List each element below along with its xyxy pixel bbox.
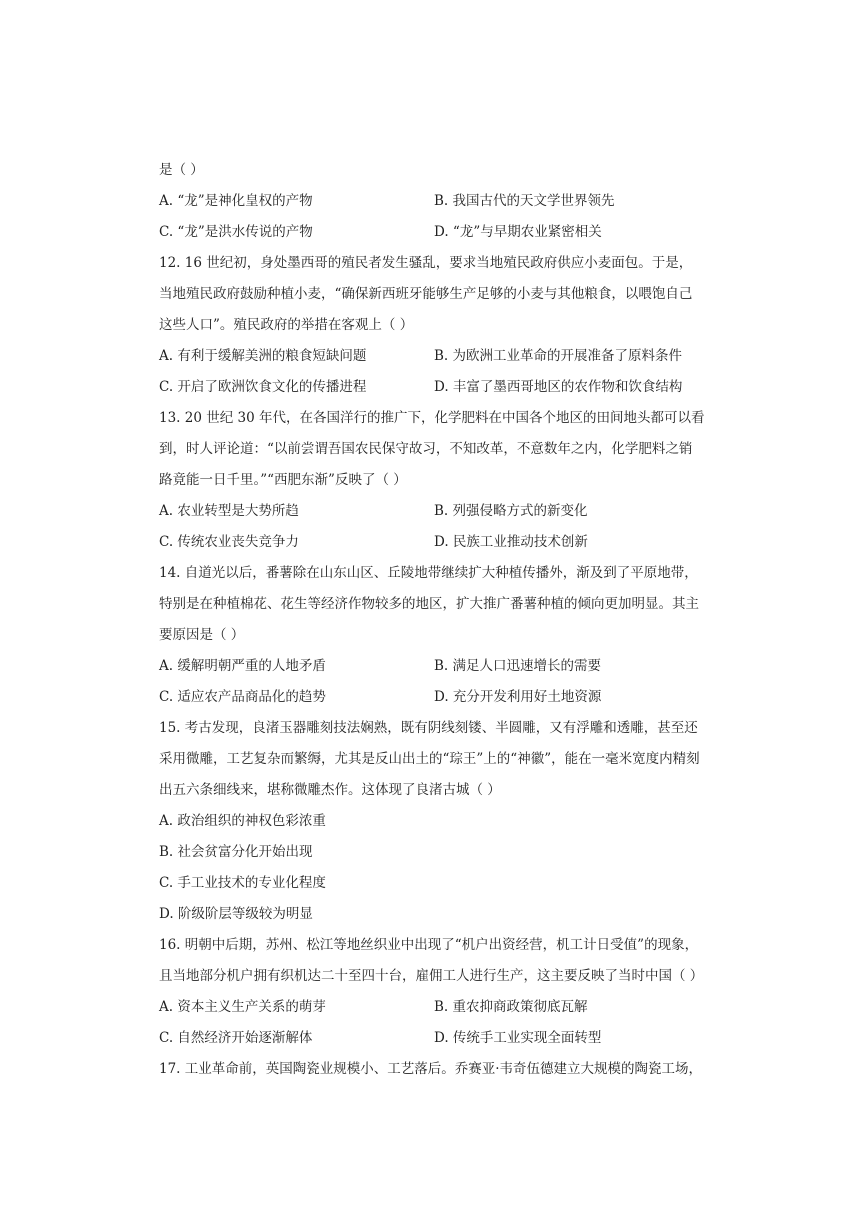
q13-stem-line-3: 路竟能一日千里。”“西肥东渐”反映了（ ） xyxy=(159,472,407,488)
q15-option-c: C. 手工业技术的专业化程度 xyxy=(159,875,326,891)
q12-option-d: D. 丰富了墨西哥地区的农作物和饮食结构 xyxy=(434,379,683,395)
q11-option-d: D. “龙”与早期农业紧密相关 xyxy=(434,224,602,240)
q16-option-b: B. 重农抑商政策彻底瓦解 xyxy=(434,999,588,1015)
q16-option-c: C. 自然经济开始逐渐解体 xyxy=(159,1030,313,1046)
q12-option-a: A. 有利于缓解美洲的粮食短缺问题 xyxy=(159,348,367,364)
q13-stem-line-1: 13. 20 世纪 30 年代，在各国洋行的推广下，化学肥料在中国各个地区的田间地头都可以看 xyxy=(159,410,705,426)
q15-stem-line-3: 出五六条细线来，堪称微雕杰作。这体现了良渚古城（ ） xyxy=(159,782,501,798)
q15-option-d: D. 阶级阶层等级较为明显 xyxy=(159,906,313,922)
q12-stem-line-2: 当地殖民政府鼓励种植小麦，“确保新西班牙能够生产足够的小麦与其他粮食，以喂饱自己 xyxy=(159,286,693,302)
q15-option-a: A. 政治组织的神权色彩浓重 xyxy=(159,813,326,829)
q14-stem-line-1: 14. 自道光以后，番薯除在山东山区、丘陵地带继续扩大种植传播外，渐及到了平原地带， xyxy=(159,565,698,581)
q14-stem-line-2: 特别是在种植棉花、花生等经济作物较多的地区，扩大推广番薯种植的倾向更加明显。其主 xyxy=(159,596,699,612)
q15-stem-line-2: 采用微雕，工艺复杂而繁缛，尤其是反山出土的“琮王”上的“神徽”，能在一毫米宽度内精刻 xyxy=(159,751,700,767)
q16-option-a: A. 资本主义生产关系的萌芽 xyxy=(159,999,326,1015)
q17-stem-line-1: 17. 工业革命前，英国陶瓷业规模小、工艺落后。乔赛亚·韦奇伍德建立大规模的陶瓷工场， xyxy=(159,1061,703,1077)
q12-option-b: B. 为欧洲工业革命的开展准备了原料条件 xyxy=(434,348,683,364)
q13-option-c: C. 传统农业丧失竞争力 xyxy=(159,534,299,550)
q11-option-a: A. “龙”是神化皇权的产物 xyxy=(159,193,313,209)
q15-stem-line-1: 15. 考古发现，良渚玉器雕刻技法娴熟，既有阴线刻镂、半圆雕，又有浮雕和透雕，甚至还 xyxy=(159,720,698,736)
q12-option-c: C. 开启了欧洲饮食文化的传播进程 xyxy=(159,379,367,395)
q11-option-b: B. 我国古代的天文学世界领先 xyxy=(434,193,615,209)
q12-stem-line-3: 这些人口”。殖民政府的举措在客观上（ ） xyxy=(159,317,414,333)
q14-option-d: D. 充分开发利用好土地资源 xyxy=(434,689,602,705)
q16-stem-line-2: 且当地部分机户拥有织机达二十至四十台，雇佣工人进行生产，这主要反映了当时中国（ ） xyxy=(159,968,704,984)
q11-stem-tail: 是（ ） xyxy=(159,162,204,178)
q13-stem-line-2: 到，时人评论道：“以前尝谓吾国农民保守故习，不知改革，不意数年之内，化学肥料之销 xyxy=(159,441,693,457)
q14-option-b: B. 满足人口迅速增长的需要 xyxy=(434,658,602,674)
q14-option-c: C. 适应农产品商品化的趋势 xyxy=(159,689,326,705)
q12-stem-line-1: 12. 16 世纪初，身处墨西哥的殖民者发生骚乱，要求当地殖民政府供应小麦面包。于是， xyxy=(159,255,693,271)
q14-option-a: A. 缓解明朝严重的人地矛盾 xyxy=(159,658,326,674)
q13-option-a: A. 农业转型是大势所趋 xyxy=(159,503,299,519)
q13-option-d: D. 民族工业推动技术创新 xyxy=(434,534,588,550)
q13-option-b: B. 列强侵略方式的新变化 xyxy=(434,503,588,519)
q14-stem-line-3: 要原因是（ ） xyxy=(159,627,245,643)
q15-option-b: B. 社会贫富分化开始出现 xyxy=(159,844,313,860)
q16-stem-line-1: 16. 明朝中后期，苏州、松江等地丝织业中出现了“机户出资经营，机工计日受值”的现象， xyxy=(159,937,699,953)
q16-option-d: D. 传统手工业实现全面转型 xyxy=(434,1030,602,1046)
q11-option-c: C. “龙”是洪水传说的产物 xyxy=(159,224,313,240)
